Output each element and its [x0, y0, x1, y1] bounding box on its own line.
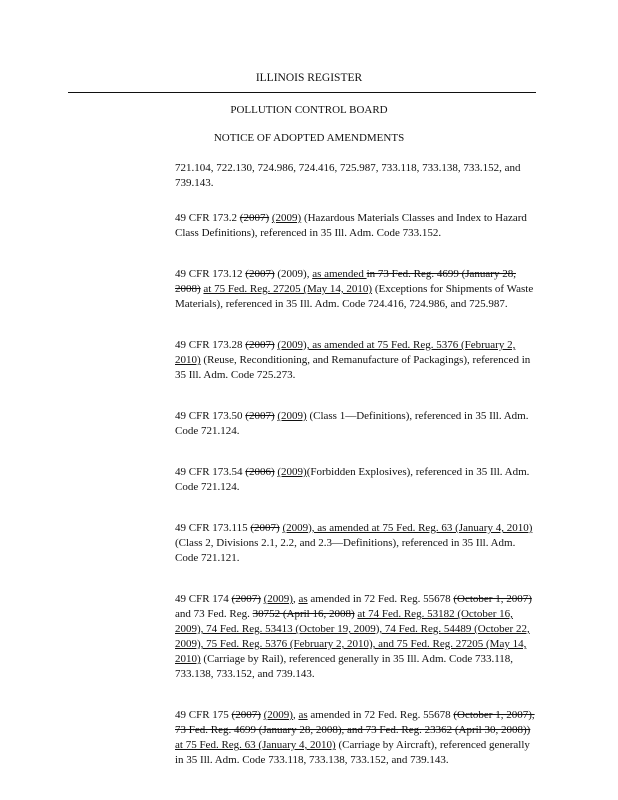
entry-text: and 73 Fed. Reg. — [175, 608, 253, 620]
reference-entry — [175, 592, 537, 682]
entry-text: 49 CFR 173.115 — [175, 522, 251, 534]
entry-text: 49 CFR 173.12 — [175, 268, 246, 280]
entry-text: 49 CFR 173.50 — [175, 410, 246, 422]
entry-text: (Carriage by Rail), referenced generally in 35 Ill. Adm. Code 733.118, 733.138, 733.152, and 739.143. — [175, 653, 514, 680]
deleted-text: (2007) — [239, 212, 270, 224]
entry-text: 49 CFR 174 — [175, 593, 232, 605]
inserted-text: as — [298, 593, 308, 605]
entry-text: (Reuse, Reconditioning, and Remanufacture of Packagings), referenced in 35 Ill. Adm. Code 725.273. — [175, 354, 531, 381]
reference-entry — [175, 465, 537, 495]
inserted-text: at 75 Fed. Reg. 63 (January 4, 2010) — [175, 739, 336, 751]
deleted-text: (2007) — [245, 268, 275, 280]
entry-text: , — [292, 593, 299, 605]
inserted-text: as amended — [312, 268, 367, 280]
reference-entry — [175, 521, 537, 566]
entry-text: 721.104, 722.130, 724.986, 724.416, 725.987, 733.118, 733.138, 733.152, and 739.143. — [175, 162, 521, 189]
reference-entry — [175, 267, 537, 312]
inserted-text: as — [298, 709, 308, 721]
entry-text: amended in 72 Fed. Reg. 55678 — [307, 709, 454, 721]
entry-text: 49 CFR 175 — [175, 709, 232, 721]
entry-text: (Carriage by Aircraft), referenced generally in 35 Ill. Adm. Code 733.118, 733.138, 733.152, and 739.143. — [175, 739, 530, 766]
entry-text: 49 CFR 173.28 — [175, 339, 246, 351]
deleted-text: (2007) — [245, 410, 275, 422]
reference-entry — [175, 409, 537, 439]
entry-text: (Exceptions for Shipments of Waste Materials), referenced in 35 Ill. Adm. Code 724.416, 724.986, and 725.987. — [175, 283, 534, 310]
inserted-text: (2009), as amended at 75 Fed. Reg. 63 (January 4, 2010) — [282, 522, 533, 534]
reference-entry — [175, 338, 537, 383]
inserted-text: at 75 Fed. Reg. 27205 (May 14, 2010) — [203, 283, 373, 295]
deleted-text: (2007) — [231, 593, 261, 605]
entry-text: 49 CFR 173.2 — [175, 212, 240, 224]
agency-name: POLLUTION CONTROL BOARD — [230, 104, 388, 116]
deleted-text: (October 1, 2007), 73 Fed. Reg. 4699 (January 28, 2008), and 73 Fed. Reg. 23362 (April 30, 2008)) — [175, 709, 535, 736]
entry-text: (Class 2, Divisions 2.1, 2.2, and 2.3—Definitions), referenced in 35 Ill. Adm. Code 721.121. — [175, 537, 516, 564]
notice-type: NOTICE OF ADOPTED AMENDMENTS — [213, 132, 405, 144]
inserted-text: (2009) — [271, 212, 302, 224]
entry-text: (2009), — [274, 268, 313, 280]
entry-text: , — [292, 709, 299, 721]
inserted-text: (2009) — [263, 709, 293, 721]
inserted-text: (2009) — [277, 466, 307, 478]
inserted-text: (2009), as amended at 75 Fed. Reg. 5376 (February 2, 2010) — [175, 339, 516, 366]
entry-text: amended in 72 Fed. Reg. 55678 — [307, 593, 454, 605]
entry-text: 49 CFR 173.54 — [175, 466, 246, 478]
reference-entry — [175, 211, 537, 241]
deleted-text: (October 1, 2007) — [453, 593, 532, 605]
deleted-text: (2007) — [250, 522, 280, 534]
deleted-text: (2007) — [245, 339, 275, 351]
deleted-text: in 73 Fed. Reg. 4699 (January 28, 2008) — [175, 268, 516, 295]
entry-text: (Hazardous Materials Classes and Index to Hazard Class Definitions), referenced in 35 Ill. Adm. Code 733.152. — [175, 212, 527, 239]
header-divider — [68, 92, 536, 93]
deleted-text: (2007) — [231, 709, 261, 721]
reference-entry — [175, 708, 537, 768]
reference-entry — [175, 161, 537, 191]
register-title: ILLINOIS REGISTER — [255, 72, 363, 84]
entry-text: (Class 1—Definitions), referenced in 35 Ill. Adm. Code 721.124. — [175, 410, 529, 437]
inserted-text: at 74 Fed. Reg. 53182 (October 16, 2009), 74 Fed. Reg. 53413 (October 19, 2009), 74 Fed. Reg. 54489 (October 22, 2009), 75 Fed. Reg. 5376 (February 2, 2010), and 75 Fed. Reg. 27205 (May 14, 2010) — [175, 608, 530, 665]
reference-list — [175, 161, 537, 794]
deleted-text: (2006) — [245, 466, 275, 478]
inserted-text: (2009) — [277, 410, 307, 422]
entry-text: (Forbidden Explosives), referenced in 35 Ill. Adm. Code 721.124. — [175, 466, 530, 493]
inserted-text: (2009) — [263, 593, 293, 605]
deleted-text: 30752 (April 16, 2008) — [252, 608, 355, 620]
